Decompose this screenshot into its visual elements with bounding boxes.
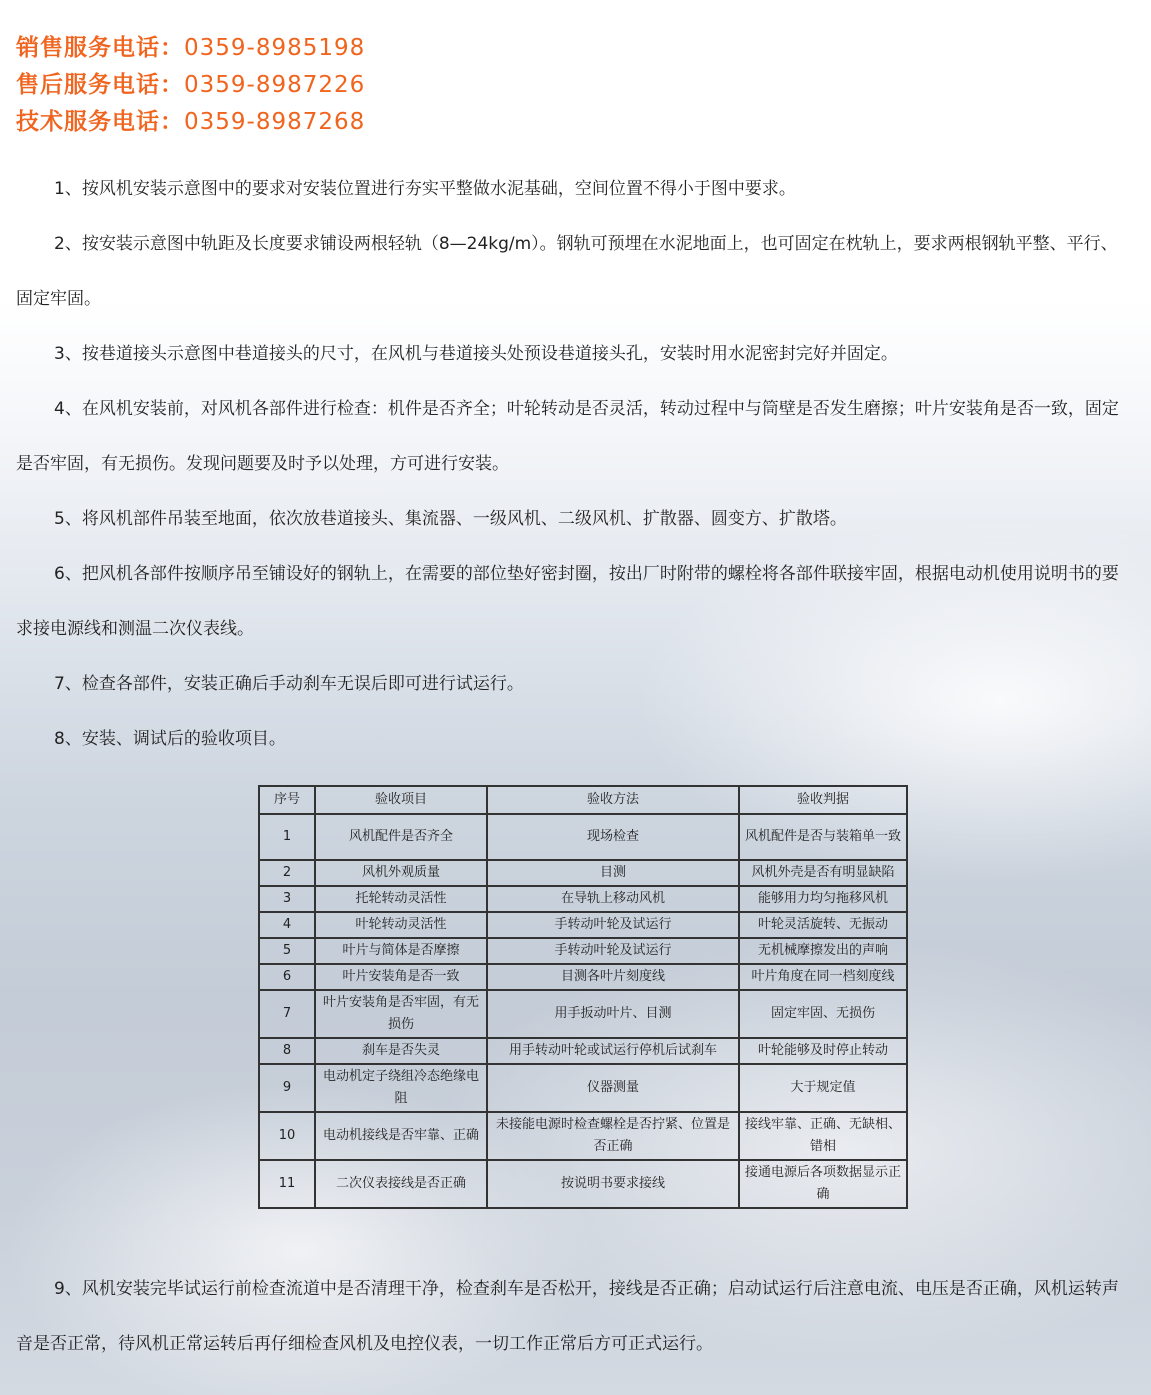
step-4-paragraph: 4、在风机安装前，对风机各部件进行检查：机件是否齐全；叶轮转动是否灵活，转动过程中与筒壁是否发生磨擦；叶片安装角是否一致，固定是否牢固，有无损伤。发现问题要及时予以处理，方可进行安装。 <box>16 399 1119 474</box>
row-item: 叶片安装角是否牢固，有无损伤 <box>315 990 487 1038</box>
table-row <box>259 990 907 1038</box>
row-criteria: 接通电源后各项数据显示正确 <box>739 1160 907 1208</box>
row-method: 手转动叶轮及试运行 <box>487 938 739 964</box>
row-criteria: 叶轮能够及时停止转动 <box>739 1038 907 1064</box>
row-item: 叶轮转动灵活性 <box>315 912 487 938</box>
step-9-paragraph: 9、风机安装完毕试运行前检查流道中是否清理干净，检查刹车是否松开，接线是否正确；启动试运行后注意电流、电压是否正确，风机运转声音是否正常，待风机正常运转后再仔细检查风机及电控仪表，一切工作正常后方可正式运行。 <box>16 1279 1119 1354</box>
aftersales-phone <box>16 67 365 104</box>
row-seq: 9 <box>259 1064 315 1112</box>
table-row <box>259 912 907 938</box>
row-seq: 4 <box>259 912 315 938</box>
row-item: 电动机接线是否牢靠、正确 <box>315 1112 487 1160</box>
table-row <box>259 1038 907 1064</box>
sales-phone <box>16 30 365 67</box>
row-seq: 6 <box>259 964 315 990</box>
row-method: 用手转动叶轮或试运行停机后试刹车 <box>487 1038 739 1064</box>
row-criteria: 风机外壳是否有明显缺陷 <box>739 860 907 886</box>
row-criteria: 大于规定值 <box>739 1064 907 1112</box>
row-method: 手转动叶轮及试运行 <box>487 912 739 938</box>
row-method: 未接能电源时检查螺栓是否拧紧、位置是否正确 <box>487 1112 739 1160</box>
row-criteria: 风机配件是否与装箱单一致 <box>739 814 907 860</box>
row-criteria: 能够用力均匀拖移风机 <box>739 886 907 912</box>
contact-phones <box>16 30 365 141</box>
row-criteria: 叶片角度在同一档刻度线 <box>739 964 907 990</box>
row-seq: 8 <box>259 1038 315 1064</box>
table-row <box>259 860 907 886</box>
header-item: 验收项目 <box>315 786 487 814</box>
row-seq: 7 <box>259 990 315 1038</box>
sales-phone-label: 销售服务电话： <box>16 35 184 61</box>
row-item: 托轮转动灵活性 <box>315 886 487 912</box>
row-criteria: 接线牢靠、正确、无缺相、错相 <box>739 1112 907 1160</box>
step-1-paragraph: 1、按风机安装示意图中的要求对安装位置进行夯实平整做水泥基础，空间位置不得小于图中要求。 <box>54 179 796 199</box>
row-seq: 5 <box>259 938 315 964</box>
step-3-paragraph: 3、按巷道接头示意图中巷道接头的尺寸，在风机与巷道接头处预设巷道接头孔，安装时用水泥密封完好并固定。 <box>54 344 898 364</box>
header-criteria: 验收判据 <box>739 786 907 814</box>
step-7-paragraph: 7、检查各部件，安装正确后手动刹车无误后即可进行试运行。 <box>54 674 524 694</box>
row-method: 按说明书要求接线 <box>487 1160 739 1208</box>
row-item: 刹车是否失灵 <box>315 1038 487 1064</box>
row-criteria: 叶轮灵活旋转、无振动 <box>739 912 907 938</box>
row-item: 风机外观质量 <box>315 860 487 886</box>
step-2-paragraph: 2、按安装示意图中轨距及长度要求铺设两根轻轨（8—24kg/m）。钢轨可预埋在水泥地面上，也可固定在枕轨上，要求两根钢轨平整、平行、固定牢固。 <box>16 234 1118 309</box>
row-item: 叶片安装角是否一致 <box>315 964 487 990</box>
aftersales-phone-label: 售后服务电话： <box>16 72 184 98</box>
table-row <box>259 886 907 912</box>
row-item: 风机配件是否齐全 <box>315 814 487 860</box>
table-row <box>259 964 907 990</box>
table-row <box>259 814 907 860</box>
table-row <box>259 1112 907 1160</box>
tech-phone <box>16 104 365 141</box>
row-item: 二次仪表接线是否正确 <box>315 1160 487 1208</box>
row-method: 在导轨上移动风机 <box>487 886 739 912</box>
row-seq: 10 <box>259 1112 315 1160</box>
table-row <box>259 1064 907 1112</box>
table-header-row <box>259 786 907 814</box>
row-item: 叶片与简体是否摩擦 <box>315 938 487 964</box>
tech-phone-number: 0359-8987268 <box>184 109 366 135</box>
row-method: 现场检查 <box>487 814 739 860</box>
aftersales-phone-number: 0359-8987226 <box>184 72 366 98</box>
acceptance-table <box>258 785 908 1209</box>
step-8-paragraph: 8、安装、调试后的验收项目。 <box>54 729 286 749</box>
row-seq: 1 <box>259 814 315 860</box>
table-row <box>259 1160 907 1208</box>
header-seq: 序号 <box>259 786 315 814</box>
row-seq: 11 <box>259 1160 315 1208</box>
row-item: 电动机定子绕组冷态绝缘电阻 <box>315 1064 487 1112</box>
step-6-paragraph: 6、把风机各部件按顺序吊至铺设好的钢轨上，在需要的部位垫好密封圈，按出厂时附带的螺栓将各部件联接牢固，根据电动机使用说明书的要求接电源线和测温二次仪表线。 <box>16 564 1119 639</box>
sales-phone-number: 0359-8985198 <box>184 35 366 61</box>
row-method: 目测各叶片刻度线 <box>487 964 739 990</box>
step-5-paragraph: 5、将风机部件吊装至地面，依次放巷道接头、集流器、一级风机、二级风机、扩散器、圆变方、扩散塔。 <box>54 509 847 529</box>
tech-phone-label: 技术服务电话： <box>16 109 184 135</box>
row-method: 仪器测量 <box>487 1064 739 1112</box>
row-seq: 3 <box>259 886 315 912</box>
table-row <box>259 938 907 964</box>
row-criteria: 无机械摩擦发出的声响 <box>739 938 907 964</box>
row-method: 用手扳动叶片、目测 <box>487 990 739 1038</box>
row-method: 目测 <box>487 860 739 886</box>
row-criteria: 固定牢固、无损伤 <box>739 990 907 1038</box>
row-seq: 2 <box>259 860 315 886</box>
header-method: 验收方法 <box>487 786 739 814</box>
